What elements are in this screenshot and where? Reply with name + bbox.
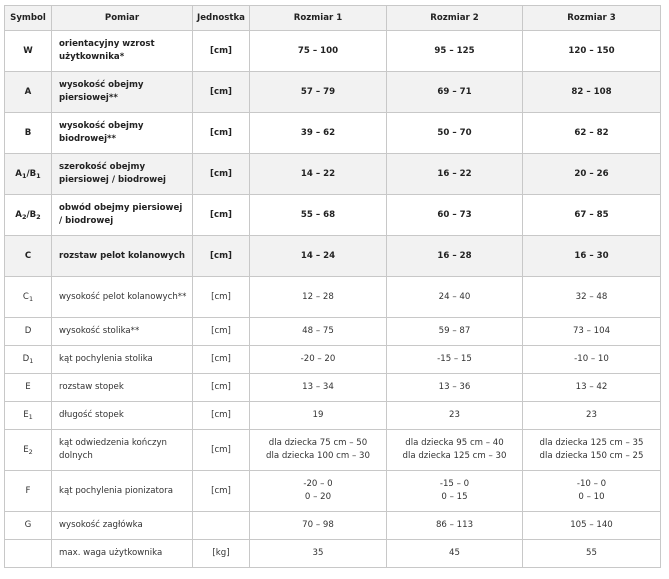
cell-unit: [cm]	[193, 154, 250, 195]
cell-rozmiar-2: -15 – 15	[387, 346, 523, 374]
cell-rozmiar-1: 39 – 62	[250, 113, 387, 154]
cell-pomiar: wysokość zagłówka	[52, 512, 193, 540]
spec-table-container	[4, 5, 661, 568]
cell-rozmiar-3: 120 – 150	[523, 31, 661, 72]
cell-rozmiar-1: 57 – 79	[250, 72, 387, 113]
cell-rozmiar-3: dla dziecka 125 cm – 35 dla dziecka 150 cm – 25	[523, 430, 661, 471]
column-header-jednostka: Jednostka	[193, 6, 250, 31]
cell-rozmiar-3: 62 – 82	[523, 113, 661, 154]
cell-pomiar: kąt odwiedzenia kończyn dolnych	[52, 430, 193, 471]
cell-rozmiar-3: 20 – 26	[523, 154, 661, 195]
table-row	[5, 374, 661, 402]
cell-rozmiar-2: 16 – 22	[387, 154, 523, 195]
cell-pomiar: kąt pochylenia pionizatora	[52, 471, 193, 512]
cell-rozmiar-3: 105 – 140	[523, 512, 661, 540]
cell-rozmiar-2: 13 – 36	[387, 374, 523, 402]
column-header-pomiar: Pomiar	[52, 6, 193, 31]
cell-pomiar: wysokość obejmy piersiowej**	[52, 72, 193, 113]
cell-symbol: $E_2$	[5, 430, 52, 471]
cell-rozmiar-1: 14 – 22	[250, 154, 387, 195]
column-header-rozmiar-2: Rozmiar 2	[387, 6, 523, 31]
cell-rozmiar-1: dla dziecka 75 cm – 50 dla dziecka 100 cm – 30	[250, 430, 387, 471]
cell-symbol: G	[5, 512, 52, 540]
cell-rozmiar-3: 67 – 85	[523, 195, 661, 236]
cell-rozmiar-1: 75 – 100	[250, 31, 387, 72]
cell-symbol: C	[5, 236, 52, 277]
cell-rozmiar-2: 69 – 71	[387, 72, 523, 113]
cell-rozmiar-1: 35	[250, 540, 387, 568]
cell-rozmiar-1: 48 – 75	[250, 318, 387, 346]
cell-unit: [cm]	[193, 31, 250, 72]
cell-pomiar: orientacyjny wzrost użytkownika*	[52, 31, 193, 72]
table-row	[5, 72, 661, 113]
cell-rozmiar-1: 14 – 24	[250, 236, 387, 277]
column-header-rozmiar-3: Rozmiar 3	[523, 6, 661, 31]
cell-symbol: W	[5, 31, 52, 72]
table-row	[5, 318, 661, 346]
table-row	[5, 236, 661, 277]
cell-pomiar: obwód obejmy piersiowej / biodrowej	[52, 195, 193, 236]
cell-rozmiar-3: -10 – 0 0 – 10	[523, 471, 661, 512]
size-spec-table	[4, 5, 661, 568]
cell-pomiar: szerokość obejmy piersiowej / biodrowej	[52, 154, 193, 195]
cell-unit	[193, 512, 250, 540]
cell-rozmiar-3: 82 – 108	[523, 72, 661, 113]
cell-rozmiar-1: 19	[250, 402, 387, 430]
cell-rozmiar-3: 16 – 30	[523, 236, 661, 277]
table-row	[5, 113, 661, 154]
cell-rozmiar-3: -10 – 10	[523, 346, 661, 374]
cell-unit: [cm]	[193, 430, 250, 471]
cell-unit: [cm]	[193, 72, 250, 113]
cell-rozmiar-2: dla dziecka 95 cm – 40 dla dziecka 125 cm – 30	[387, 430, 523, 471]
cell-unit: [cm]	[193, 318, 250, 346]
cell-rozmiar-1: 70 – 98	[250, 512, 387, 540]
cell-unit: [cm]	[193, 236, 250, 277]
column-header-rozmiar-1: Rozmiar 1	[250, 6, 387, 31]
cell-rozmiar-2: 23	[387, 402, 523, 430]
cell-symbol: A	[5, 72, 52, 113]
cell-rozmiar-2: 50 – 70	[387, 113, 523, 154]
cell-symbol: $E_1$	[5, 402, 52, 430]
cell-pomiar: wysokość stolika**	[52, 318, 193, 346]
table-row	[5, 512, 661, 540]
cell-symbol: $A_2/B_2$	[5, 195, 52, 236]
cell-rozmiar-2: -15 – 0 0 – 15	[387, 471, 523, 512]
cell-rozmiar-2: 60 – 73	[387, 195, 523, 236]
table-row	[5, 277, 661, 318]
cell-pomiar: max. waga użytkownika	[52, 540, 193, 568]
cell-rozmiar-3: 55	[523, 540, 661, 568]
cell-rozmiar-3: 13 – 42	[523, 374, 661, 402]
cell-pomiar: długość stopek	[52, 402, 193, 430]
cell-unit: [cm]	[193, 277, 250, 318]
cell-symbol: $C_1$	[5, 277, 52, 318]
cell-pomiar: wysokość obejmy biodrowej**	[52, 113, 193, 154]
cell-rozmiar-1: 12 – 28	[250, 277, 387, 318]
table-row	[5, 402, 661, 430]
cell-symbol: B	[5, 113, 52, 154]
cell-pomiar: rozstaw pelot kolanowych	[52, 236, 193, 277]
table-row	[5, 540, 661, 568]
table-row	[5, 195, 661, 236]
cell-unit: [cm]	[193, 471, 250, 512]
cell-rozmiar-3: 73 – 104	[523, 318, 661, 346]
cell-rozmiar-2: 86 – 113	[387, 512, 523, 540]
table-row	[5, 154, 661, 195]
cell-rozmiar-2: 95 – 125	[387, 31, 523, 72]
cell-rozmiar-1: -20 – 20	[250, 346, 387, 374]
cell-pomiar: kąt pochylenia stolika	[52, 346, 193, 374]
cell-symbol	[5, 540, 52, 568]
cell-unit: [cm]	[193, 113, 250, 154]
cell-rozmiar-1: 13 – 34	[250, 374, 387, 402]
cell-pomiar: rozstaw stopek	[52, 374, 193, 402]
cell-unit: [cm]	[193, 346, 250, 374]
table-row	[5, 430, 661, 471]
cell-rozmiar-1: -20 – 0 0 – 20	[250, 471, 387, 512]
cell-unit: [cm]	[193, 195, 250, 236]
table-header-row	[5, 6, 661, 31]
table-row	[5, 346, 661, 374]
cell-unit: [kg]	[193, 540, 250, 568]
table-row	[5, 471, 661, 512]
cell-symbol: F	[5, 471, 52, 512]
column-header-symbol: Symbol	[5, 6, 52, 31]
cell-unit: [cm]	[193, 374, 250, 402]
cell-symbol: E	[5, 374, 52, 402]
cell-rozmiar-3: 32 – 48	[523, 277, 661, 318]
cell-symbol: $D_1$	[5, 346, 52, 374]
cell-rozmiar-3: 23	[523, 402, 661, 430]
cell-rozmiar-2: 24 – 40	[387, 277, 523, 318]
cell-symbol: $A_1/B_1$	[5, 154, 52, 195]
table-row	[5, 31, 661, 72]
cell-rozmiar-2: 45	[387, 540, 523, 568]
cell-rozmiar-2: 16 – 28	[387, 236, 523, 277]
cell-unit: [cm]	[193, 402, 250, 430]
cell-symbol: D	[5, 318, 52, 346]
cell-rozmiar-2: 59 – 87	[387, 318, 523, 346]
cell-pomiar: wysokość pelot kolanowych**	[52, 277, 193, 318]
cell-rozmiar-1: 55 – 68	[250, 195, 387, 236]
